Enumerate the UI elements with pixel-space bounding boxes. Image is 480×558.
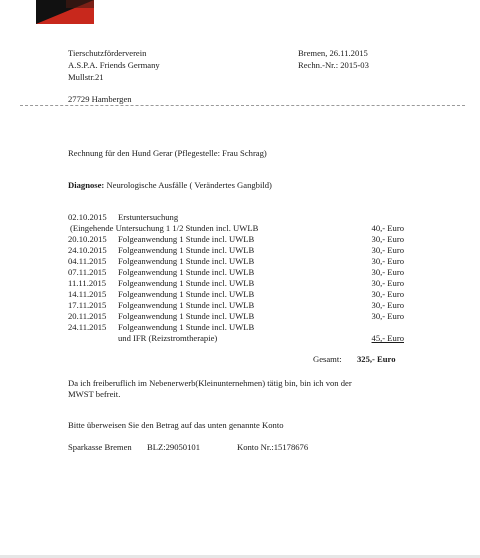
line-item-desc: Folgeanwendung 1 Stunde incl. UWLB (118, 267, 255, 277)
tax-note-line-2: MWST befreit. (68, 389, 121, 399)
line-item-desc: und IFR (Reizstromtherapie) (118, 333, 218, 343)
total-label: Gesamt: (313, 354, 342, 364)
line-item-amount: 45,- Euro (371, 333, 404, 343)
line-item-desc: Folgeanwendung 1 Stunde incl. UWLB (118, 322, 255, 332)
line-item (68, 311, 404, 322)
line-item-date: 07.11.2015 (68, 267, 107, 277)
line-item (68, 234, 404, 245)
bank-name: Sparkasse Bremen (68, 442, 132, 452)
diagnosis-label: Diagnose: (68, 180, 105, 190)
line-item-amount: 30,- Euro (371, 267, 404, 277)
sender-org: Tierschutzförderverein (68, 48, 147, 58)
bank-account: Konto Nr.:15178676 (237, 442, 309, 452)
line-item (68, 333, 404, 344)
line-item (68, 278, 404, 289)
sender-name: A.S.P.A. Friends Germany (68, 60, 160, 70)
line-item-desc: Folgeanwendung 1 Stunde incl. UWLB (118, 245, 255, 255)
line-item-amount: 30,- Euro (371, 278, 404, 288)
diagnosis-text: Neurologische Ausfälle ( Verändertes Gangbild) (104, 180, 272, 190)
line-item (68, 245, 404, 256)
payment-note: Bitte überweisen Sie den Betrag auf das unten genannte Konto (68, 420, 284, 430)
diagnosis-line (68, 180, 272, 191)
line-item (68, 256, 404, 267)
line-item-date: 02.10.2015 (68, 212, 107, 222)
line-item-date: 04.11.2015 (68, 256, 107, 266)
line-item-desc: Folgeanwendung 1 Stunde incl. UWLB (118, 311, 255, 321)
line-item-date: 20.10.2015 (68, 234, 107, 244)
sender-street: Mullstr.21 (68, 72, 104, 82)
bank-blz: BLZ:29050101 (147, 442, 200, 452)
line-item-amount: 30,- Euro (371, 289, 404, 299)
line-item (68, 300, 404, 311)
line-item (68, 267, 404, 278)
line-item (68, 322, 404, 333)
line-item-desc: Folgeanwendung 1 Stunde incl. UWLB (118, 278, 255, 288)
line-item-desc: Folgeanwendung 1 Stunde incl. UWLB (118, 289, 255, 299)
line-item-amount: 30,- Euro (371, 300, 404, 310)
line-item-date: 14.11.2015 (68, 289, 107, 299)
line-item-desc: Folgeanwendung 1 Stunde incl. UWLB (118, 300, 255, 310)
line-item-date: 24.11.2015 (68, 322, 107, 332)
line-item-amount: 30,- Euro (371, 256, 404, 266)
line-item-date: 11.11.2015 (68, 278, 107, 288)
line-item-desc: (Eingehende Untersuchung 1 1/2 Stunden incl. UWLB (70, 223, 259, 233)
line-item-desc: Folgeanwendung 1 Stunde incl. UWLB (118, 234, 255, 244)
line-item (68, 223, 404, 234)
organization-logo (36, 0, 94, 24)
sender-city: 27729 Hambergen (68, 94, 132, 104)
fold-divider (20, 105, 465, 106)
line-item (68, 289, 404, 300)
line-item-desc: Folgeanwendung 1 Stunde incl. UWLB (118, 256, 255, 266)
line-item (68, 212, 404, 223)
tax-note-line-1: Da ich freiberuflich im Nebenerwerb(Kleinunternehmen) tätig bin, bin ich von der (68, 378, 352, 388)
line-item-amount: 30,- Euro (371, 311, 404, 321)
line-item-date: 20.11.2015 (68, 311, 107, 321)
invoice-number: Rechn.-Nr.: 2015-03 (298, 60, 369, 70)
line-item-date: 24.10.2015 (68, 245, 107, 255)
line-item-amount: 30,- Euro (371, 245, 404, 255)
place-date: Bremen, 26.11.2015 (298, 48, 368, 58)
line-item-amount: 40,- Euro (371, 223, 404, 233)
line-item-desc: Erstuntersuchung (118, 212, 179, 222)
invoice-subject: Rechnung für den Hund Gerar (Pflegestelle: Frau Schrag) (68, 148, 267, 158)
line-item-date: 17.11.2015 (68, 300, 107, 310)
line-item-amount: 30,- Euro (371, 234, 404, 244)
total-amount: 325,- Euro (357, 354, 396, 364)
